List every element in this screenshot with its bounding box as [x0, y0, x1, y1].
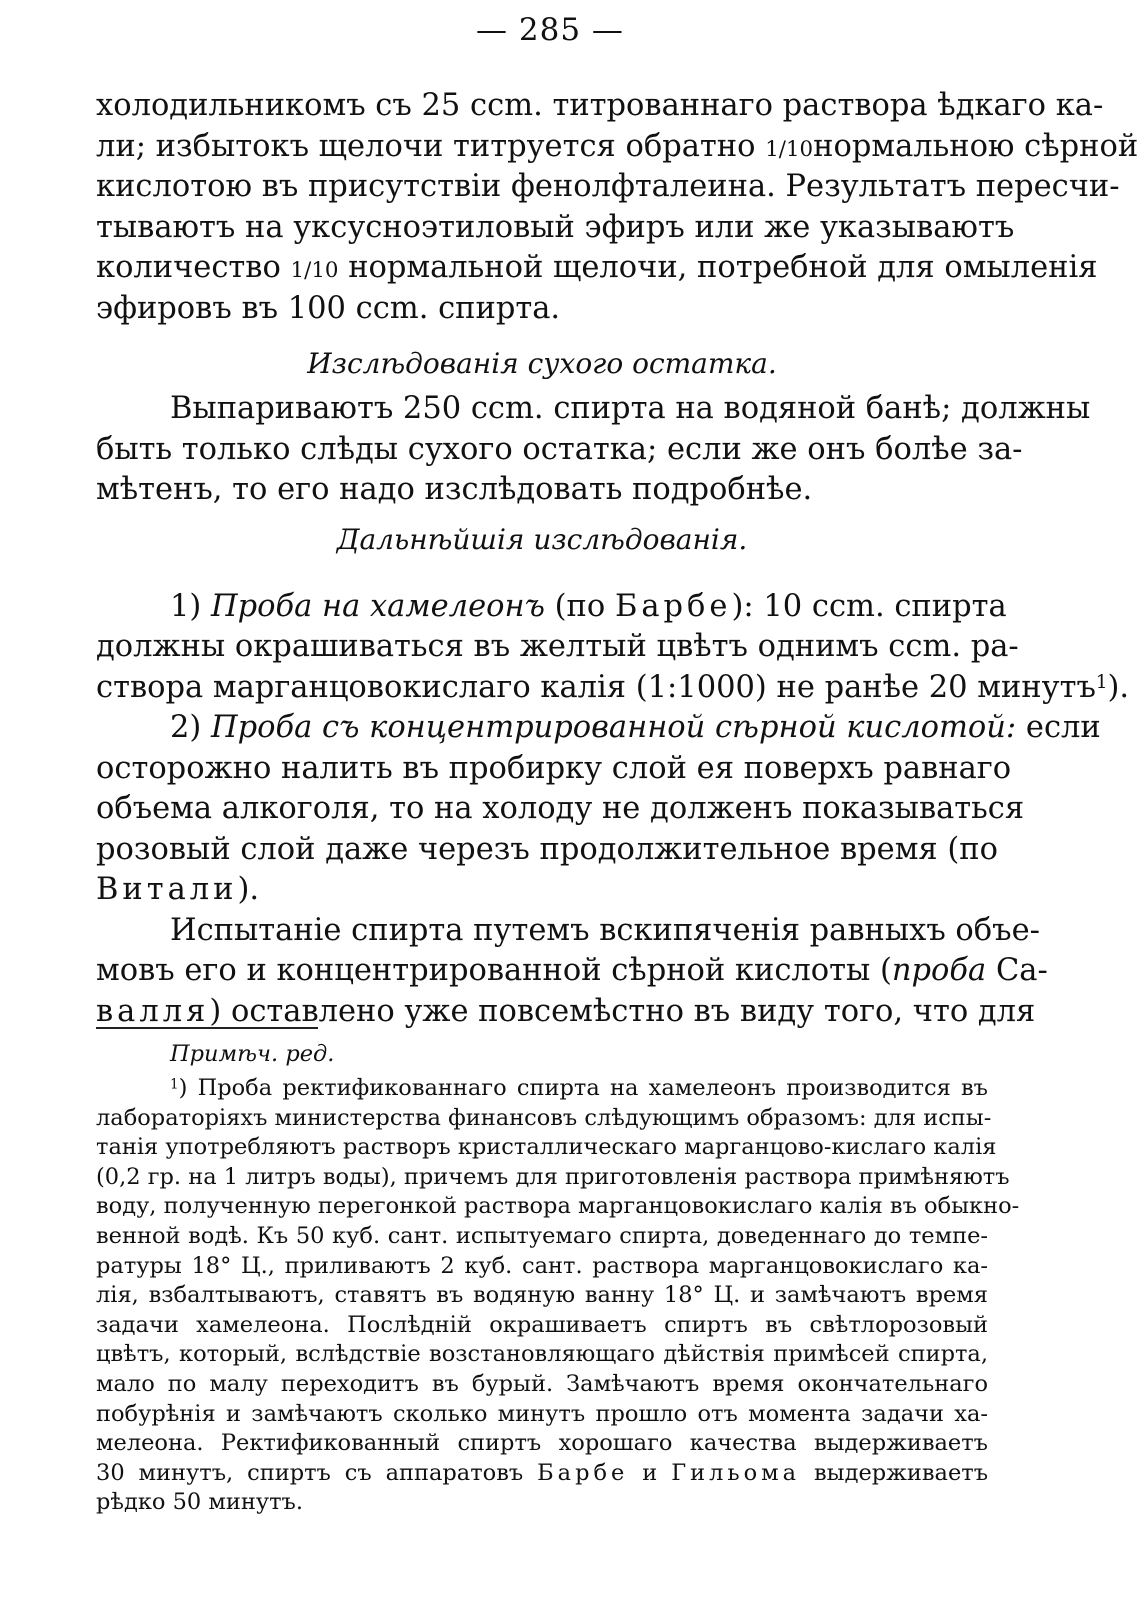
footnote-line: мелеона. Ректификованный спиртъ хорошаго качества выдерживаетъ	[96, 1430, 988, 1457]
author-name: Витали	[96, 872, 238, 907]
text-line: валля) оставлено уже повсемѣстно въ виду того, что для	[96, 993, 1036, 1029]
section-heading: Изслѣдованія сухого остатка.	[307, 347, 777, 380]
main-text	[96, 86, 1138, 1032]
text-line: Выпариваютъ 250 ccm. спирта на водяной банѣ; должны	[170, 391, 1091, 426]
text-line: холодильникомъ съ 25 ccm. титрованнаго раствора ѣдкаго ка-	[96, 88, 1104, 123]
footnote-line: 30 минутъ, спиртъ съ аппаратовъ Барбе и Гильома выдерживаетъ	[96, 1459, 989, 1486]
text-line: объема алкоголя, то на холоду не долженъ показываться	[96, 791, 1025, 826]
footnote-line: венной водѣ. Къ 50 куб. сант. испытуемаго спирта, доведеннаго до темпе-	[96, 1222, 988, 1249]
footnote-line: танія употребляютъ растворъ кристаллическаго марганцово-кислаго калія	[96, 1134, 997, 1161]
footnote-marker: 1	[170, 1076, 179, 1093]
text-line: 1) Проба на хамелеонъ (по Барбе): 10 ccm. спирта	[170, 588, 1007, 624]
footnote-line: побурѣнія и замѣчаютъ сколько минутъ прошло отъ момента задачи ха-	[96, 1400, 988, 1427]
author-name: Гильома	[671, 1459, 801, 1486]
footnote-ref: 1	[1095, 671, 1108, 693]
footnote-line: лабораторіяхъ министерства финансовъ слѣдующимъ образомъ: для испы-	[96, 1104, 992, 1131]
section-heading: Дальнѣйшія изслѣдованія.	[336, 522, 748, 556]
text-line: мовъ его и концентрированной сѣрной кислоты (проба Са-	[96, 953, 1048, 988]
text-line: эфировъ въ 100 ccm. спирта.	[96, 290, 561, 326]
text-line: розовый слой даже черезъ продолжительное время (по	[96, 831, 998, 867]
text-line: осторожно налить въ пробирку слой ея поверхъ равнаго	[96, 750, 1012, 786]
fraction: 1/10	[765, 136, 814, 162]
footnote-line: цвѣтъ, который, вслѣдствіе возстановляющаго дѣйствія примѣсей спирта,	[96, 1341, 988, 1368]
page-number: — 285 —	[476, 12, 624, 48]
author-name: валля	[96, 993, 210, 1029]
text-line: быть только слѣды сухого остатка; если же онъ болѣе за-	[96, 431, 1023, 467]
author-name: Барбе	[537, 1459, 629, 1486]
text-line: 2) Проба съ концентрированной сѣрной кислотой: если	[170, 710, 1101, 745]
footnote-line: воду, полученную перегонкой раствора марганцовокислаго калія въ обыкно-	[96, 1193, 1020, 1220]
text-line: мѣтенъ, то его надо изслѣдовать подробнѣе.	[96, 472, 813, 507]
text-line: ли; избытокъ щелочи титруется обратно 1/10нормальною сѣрной	[96, 128, 1138, 164]
text-line: Испытаніе спирта путемъ вскипяченія равныхъ объе-	[170, 912, 1040, 948]
text-line: створа марганцовокислаго калія (1:1000) не ранѣе 20 минутъ$^1$).	[96, 669, 1130, 705]
footnote-line: мало по малу переходитъ въ бурый. Замѣчаютъ время окончательнаго	[96, 1370, 988, 1397]
footnote-line: $^1$) Проба ректификованнаго спирта на хамелеонъ производится въ	[170, 1075, 988, 1101]
footnotes	[96, 1040, 1020, 1518]
footnote-divider	[96, 1027, 318, 1029]
text-line: тываютъ на уксусноэтиловый эфиръ или же указываютъ	[96, 209, 1015, 245]
text-line: Витали).	[96, 872, 260, 907]
footnote-header: Примѣч. ред.	[170, 1041, 335, 1067]
test-title: Проба на хамелеонъ	[211, 588, 545, 624]
footnote-line: рѣдко 50 минутъ.	[96, 1489, 304, 1516]
footnote-line: (0,2 гр. на 1 литръ воды), причемъ для приготовленія раствора примѣняютъ	[96, 1163, 1010, 1190]
footnote-line: лія, взбалтываютъ, ставятъ въ водяную ванну 18° Ц. и замѣчаютъ время	[96, 1282, 988, 1309]
footnote-line: ратуры 18° Ц., приливаютъ 2 куб. сант. раствора марганцовокислаго ка-	[96, 1252, 988, 1279]
test-title: Проба съ концентрированной сѣрной кислотой:	[211, 710, 1017, 745]
author-name: Барбе	[614, 588, 732, 624]
footnote-line: задачи хамелеона. Послѣдній окрашиваетъ спиртъ въ свѣтлорозовый	[96, 1311, 988, 1338]
text-line: кислотою въ присутствіи фенолфталеина. Результатъ пересчи-	[96, 169, 1120, 204]
fraction: 1/10	[290, 258, 339, 283]
text-line: должны окрашиваться въ желтый цвѣтъ однимъ ccm. ра-	[96, 629, 1019, 664]
text-line: количество 1/10 нормальной щелочи, потребной для омыленія	[96, 250, 1098, 285]
